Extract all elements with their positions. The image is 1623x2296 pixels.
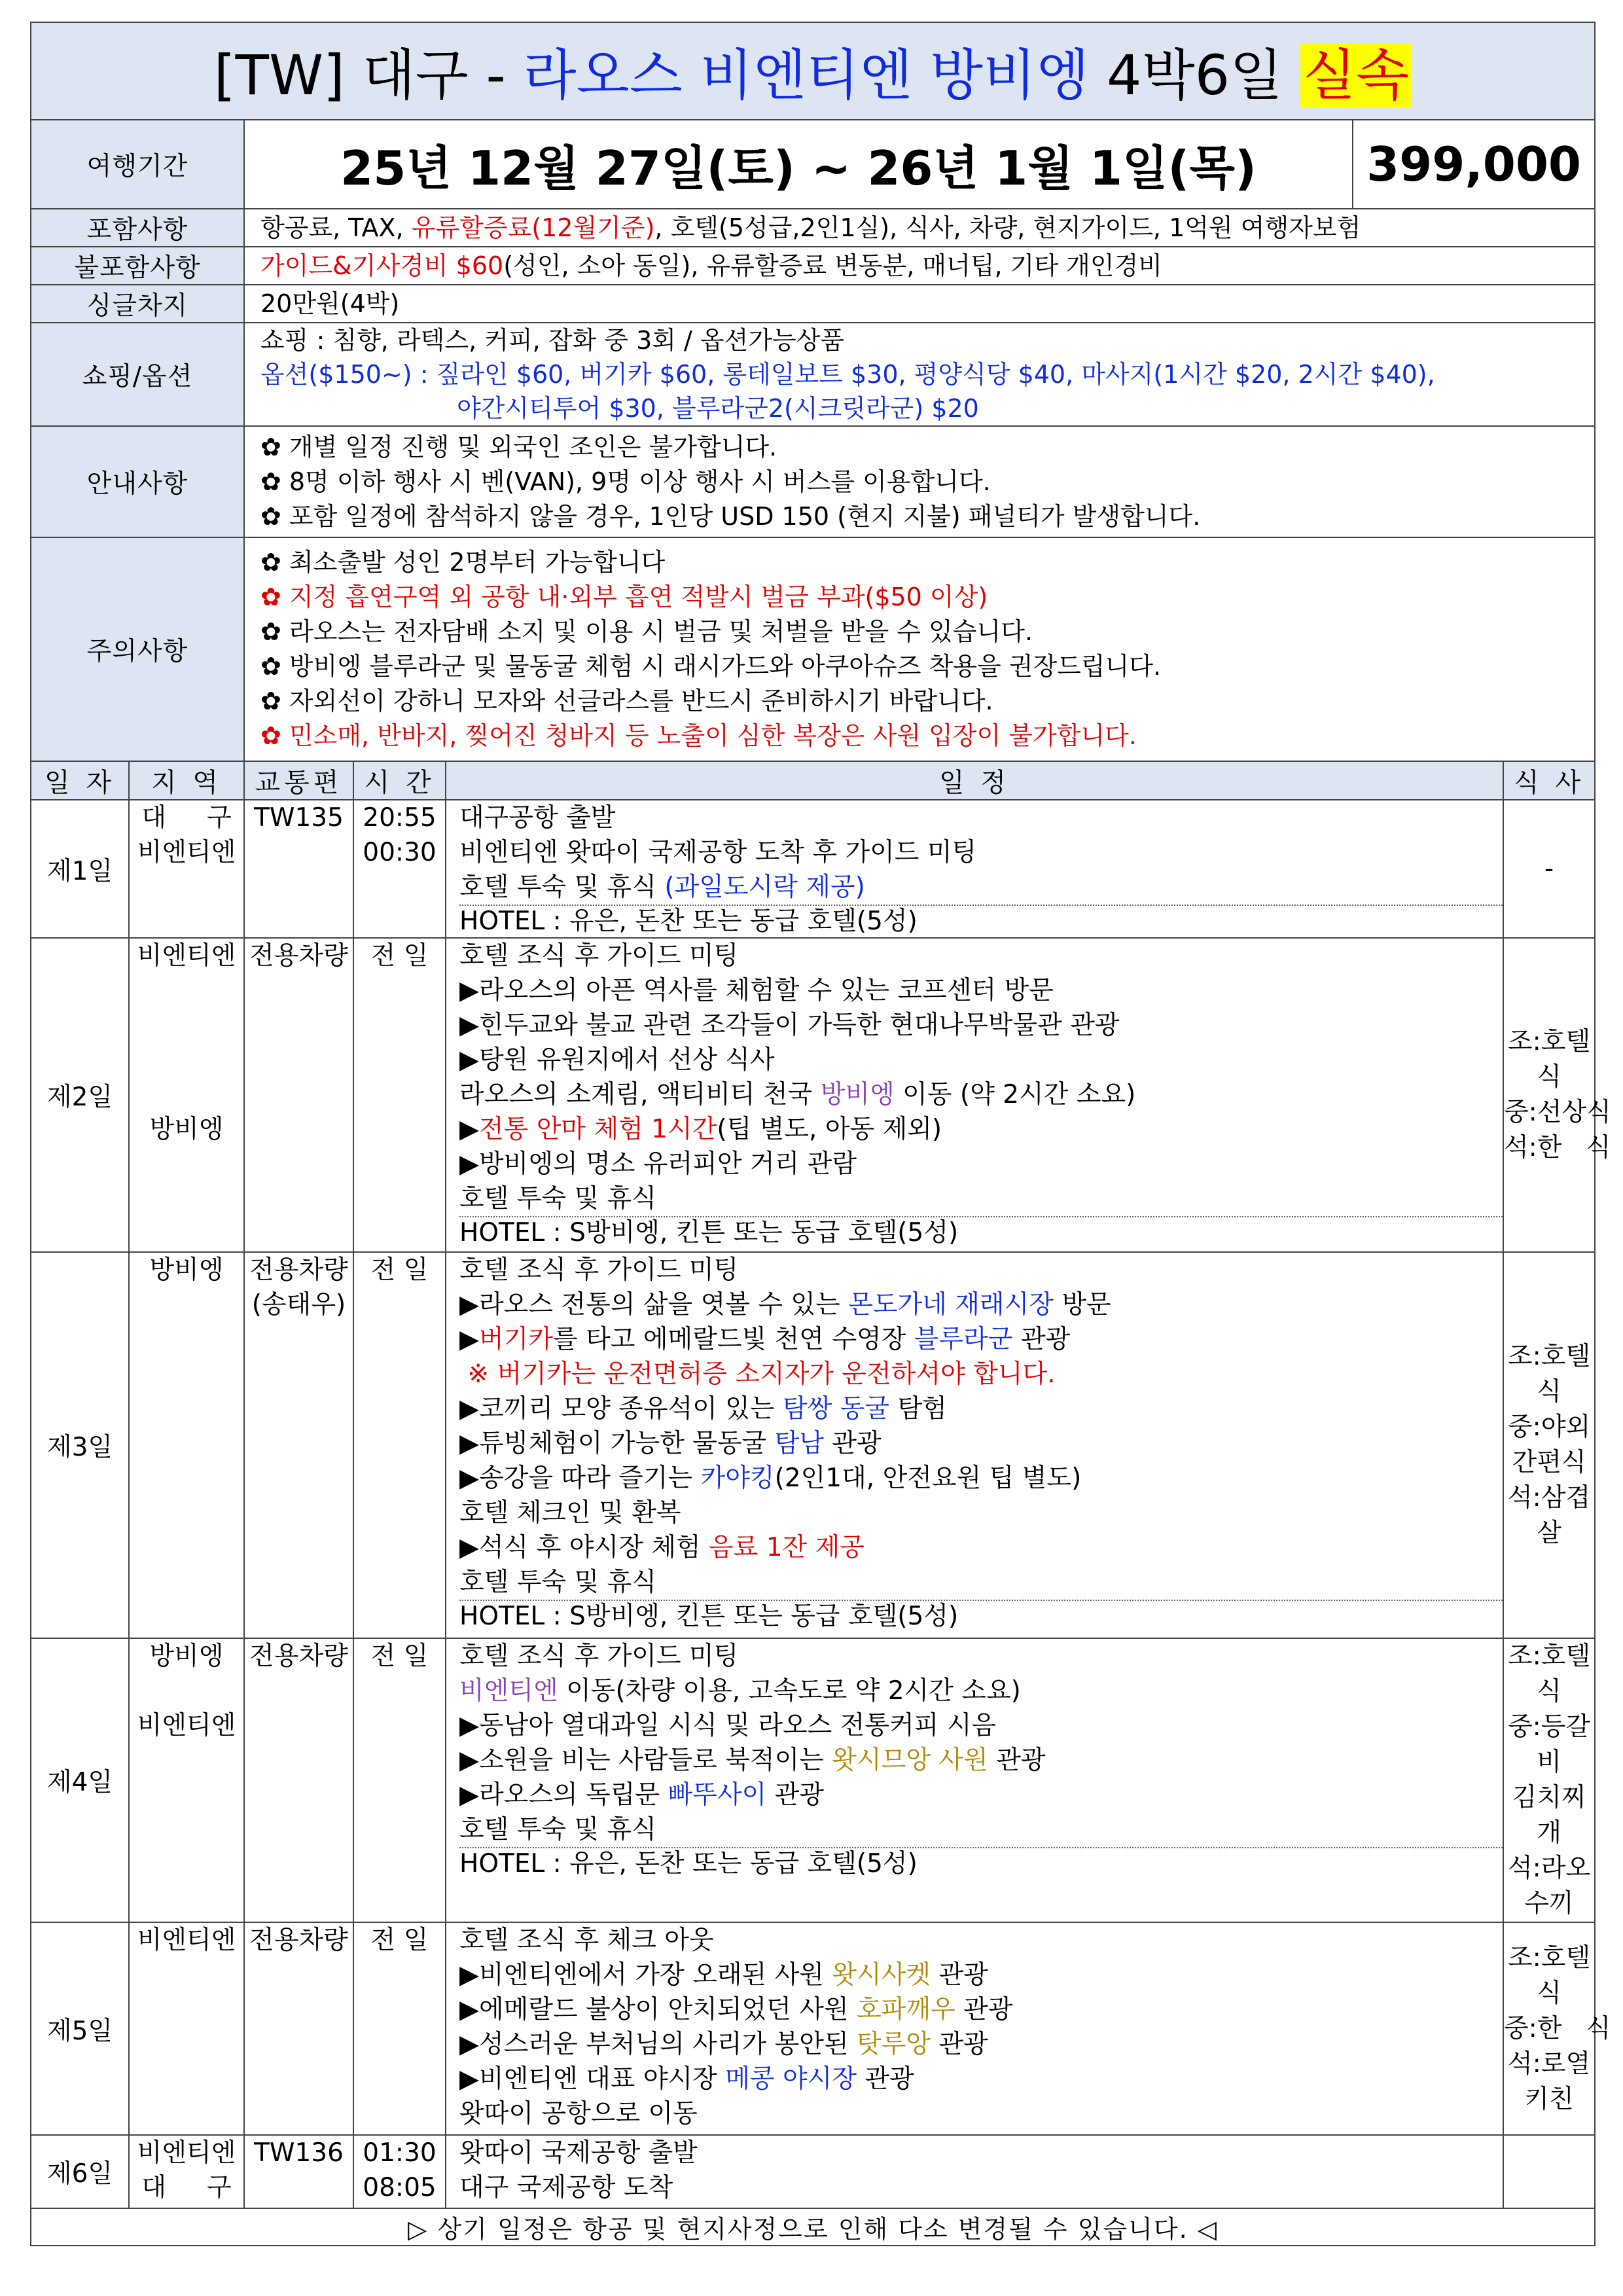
day-row bbox=[31, 1252, 1595, 1638]
caution-label: 주의사항 bbox=[31, 537, 244, 761]
day-row bbox=[31, 1638, 1595, 1922]
day-transport: 전용차량 bbox=[244, 1638, 353, 1922]
title-badge: 실속 bbox=[1300, 43, 1412, 107]
single-charge-label: 싱글차지 bbox=[31, 285, 244, 323]
notice-label: 안내사항 bbox=[31, 426, 244, 537]
caution-item: ✿ 최소출발 성인 2명부터 가능합니다 bbox=[260, 548, 666, 577]
day-transport: 전용차량 (송태우) bbox=[244, 1252, 353, 1638]
footer-note: ▷ 상기 일정은 항공 및 현지사정으로 인해 다소 변경될 수 있습니다. ◁ bbox=[31, 2208, 1595, 2246]
hotel-info: HOTEL : S방비엥, 킨튼 또는 동급 호텔(5성) bbox=[459, 1600, 1503, 1632]
day-meal: 조:호텔식 중:야외 간편식 석:삼겹살 bbox=[1503, 1252, 1595, 1638]
day-meal: - bbox=[1503, 800, 1595, 938]
title-destination: 라오스 비엔티엔 방비엥 bbox=[523, 43, 1090, 107]
day-time: 전 일 bbox=[353, 1922, 446, 2135]
day-region: 방비엥 bbox=[129, 1252, 244, 1638]
caution-item: ✿ 방비엥 블루라군 및 물동굴 체험 시 래시가드와 아쿠아슈즈 착용을 권장드립니다. bbox=[260, 652, 1162, 681]
day-meal: 조:호텔식 중:한 식 석:로열키친 bbox=[1503, 1922, 1595, 2135]
period-label: 여행기간 bbox=[31, 120, 244, 209]
day-time: 전 일 bbox=[353, 1638, 446, 1922]
title-duration: 4박6일 bbox=[1089, 43, 1300, 107]
page-title bbox=[31, 22, 1595, 120]
period-value: 25년 12월 27일(토) ~ 26년 1월 1일(목) bbox=[244, 120, 1353, 209]
day-schedule: 왓따이 국제공항 출발 대구 국제공항 도착 bbox=[446, 2135, 1503, 2208]
day-label: 제2일 bbox=[31, 938, 129, 1252]
single-charge-value: 20만원(4박) bbox=[244, 285, 1595, 323]
day-row bbox=[31, 1922, 1595, 2135]
day-label: 제3일 bbox=[31, 1252, 129, 1638]
excluded-value: 가이드&기사경비 $60(성인, 소아 동일), 유류할증료 변동분, 매너팁, 기타 개인경비 bbox=[244, 247, 1595, 285]
day-schedule: 호텔 조식 후 가이드 미팅 비엔티엔 이동(차량 이용, 고속도로 약 2시간 소요) ▶동남아 열대과일 시식 및 라오스 전통커피 시음 ▶소원을 비는 사람들로 북적이는 왓시므앙 사원 관광 ▶라오스의 독립문 빠뚜사이 관광 호텔 투숙 및 휴식 HOTEL : 유은, 돈찬 또는 동급 호텔(5성) bbox=[446, 1638, 1503, 1922]
day-meal: 조:호텔식 중:선상식 석:한 식 bbox=[1503, 938, 1595, 1252]
itinerary-table bbox=[30, 22, 1611, 2246]
excluded-label: 불포함사항 bbox=[31, 247, 244, 285]
day-row bbox=[31, 938, 1595, 1252]
option-line-1: 옵션($150~) : 짚라인 $60, 버기카 $60, 롱테일보트 $30, 평양식당 $40, 마사지(1시간 $20, 2시간 $40), bbox=[260, 360, 1435, 389]
day-time: 전 일 bbox=[353, 1252, 446, 1638]
day-schedule: 대구공항 출발 비엔티엔 왓따이 국제공항 도착 후 가이드 미팅 호텔 투숙 및 휴식 (과일도시락 제공) HOTEL : 유은, 돈찬 또는 동급 호텔(5성) bbox=[446, 800, 1503, 938]
day-region: 대 구 비엔티엔 bbox=[129, 800, 244, 938]
shopping-label: 쇼핑/옵션 bbox=[31, 323, 244, 426]
option-line-2: 야간시티투어 $30, 블루라군2(시크릿라군) $20 bbox=[457, 394, 979, 423]
hotel-info: HOTEL : S방비엥, 킨튼 또는 동급 호텔(5성) bbox=[459, 1216, 1503, 1249]
col-header-region: 지 역 bbox=[129, 761, 244, 800]
day-label: 제4일 bbox=[31, 1638, 129, 1922]
notice-item: ✿ 8명 이하 행사 시 벤(VAN), 9명 이상 행사 시 버스를 이용합니다. bbox=[260, 467, 991, 496]
caution-item: ✿ 민소매, 반바지, 찢어진 청바지 등 노출이 심한 복장은 사원 입장이 불가합니다. bbox=[260, 721, 1137, 750]
day-meal bbox=[1503, 2135, 1595, 2208]
day-region: 비엔티엔 bbox=[129, 1922, 244, 2135]
caution-item: ✿ 라오스는 전자담배 소지 및 이용 시 벌금 및 처벌을 받을 수 있습니다. bbox=[260, 617, 1033, 646]
hotel-info: HOTEL : 유은, 돈찬 또는 동급 호텔(5성) bbox=[459, 1847, 1503, 1880]
day-row bbox=[31, 2135, 1595, 2208]
caution-list bbox=[244, 537, 1595, 761]
day-label: 제6일 bbox=[31, 2135, 129, 2208]
day-transport: 전용차량 bbox=[244, 1922, 353, 2135]
day-schedule: 호텔 조식 후 가이드 미팅 ▶라오스의 아픈 역사를 체험할 수 있는 코프센터 방문 ▶힌두교와 불교 관련 조각들이 가득한 현대나무박물관 관광 ▶탕원 유원지에서 선상 식사 라오스의 소계림, 액티비티 천국 방비엥 이동 (약 2시간 소요) ▶전통 안마 체험 1시간(팁 별도, 아동 제외) ▶방비엥의 명소 유러피안 거리 관람 호텔 투숙 및 휴식 HOTEL : S방비엥, 킨튼 또는 동급 호텔(5성) bbox=[446, 938, 1503, 1252]
day-transport: TW136 bbox=[244, 2135, 353, 2208]
notice-item: ✿ 개별 일정 진행 및 외국인 조인은 불가합니다. bbox=[260, 432, 777, 461]
day-label: 제1일 bbox=[31, 800, 129, 938]
day-region: 비엔티엔 대 구 bbox=[129, 2135, 244, 2208]
title-prefix: [TW] 대구 - bbox=[213, 43, 524, 107]
col-header-meal: 식 사 bbox=[1503, 761, 1595, 800]
hotel-info: HOTEL : 유은, 돈찬 또는 동급 호텔(5성) bbox=[459, 905, 1503, 937]
day-time: 01:30 08:05 bbox=[353, 2135, 446, 2208]
day-region: 방비엥 비엔티엔 bbox=[129, 1638, 244, 1922]
included-value: 항공료, TAX, 유류할증료(12월기준), 호텔(5성급,2인1실), 식사, 차량, 현지가이드, 1억원 여행자보험 bbox=[244, 209, 1595, 247]
col-header-schedule: 일 정 bbox=[446, 761, 1503, 800]
price-value: 399,000 bbox=[1353, 120, 1595, 209]
caution-item: ✿ 지정 흡연구역 외 공항 내·외부 흡연 적발시 벌금 부과($50 이상) bbox=[260, 583, 988, 611]
included-label: 포함사항 bbox=[31, 209, 244, 247]
day-transport: TW135 bbox=[244, 800, 353, 938]
shopping-options bbox=[244, 323, 1595, 426]
col-header-transport: 교통편 bbox=[244, 761, 353, 800]
shopping-line: 쇼핑 : 침향, 라텍스, 커피, 잡화 중 3회 / 옵션가능상품 bbox=[260, 326, 845, 355]
day-schedule: 호텔 조식 후 가이드 미팅 ▶라오스 전통의 삶을 엿볼 수 있는 몬도가네 재래시장 방문 ▶버기카를 타고 에메랄드빛 천연 수영장 블루라군 관광 ※ 버기카는 운전면허증 소지자가 운전하셔야 합니다. ▶코끼리 모양 종유석이 있는 탐쌍 동굴 탐험 ▶튜빙체험이 가능한 물동굴 탐남 관광 ▶송강을 따라 즐기는 카야킹(2인1대, 안전요원 팁 별도) 호텔 체크인 및 환복 ▶석식 후 야시장 체험 음료 1잔 제공 호텔 투숙 및 휴식 HOTEL : S방비엥, 킨튼 또는 동급 호텔(5성) bbox=[446, 1252, 1503, 1638]
col-header-day: 일 자 bbox=[31, 761, 129, 800]
caution-item: ✿ 자외선이 강하니 모자와 선글라스를 반드시 준비하시기 바랍니다. bbox=[260, 687, 993, 715]
day-schedule: 호텔 조식 후 체크 아웃 ▶비엔티엔에서 가장 오래된 사원 왓시사켓 관광 ▶에메랄드 불상이 안치되었던 사원 호파깨우 관광 ▶성스러운 부처님의 사리가 봉안된 탓루앙 관광 ▶비엔티엔 대표 야시장 메콩 야시장 관광 왓따이 공항으로 이동 bbox=[446, 1922, 1503, 2135]
day-meal: 조:호텔식 중:등갈비 김치찌개 석:라오수끼 bbox=[1503, 1638, 1595, 1922]
day-transport: 전용차량 bbox=[244, 938, 353, 1252]
day-time: 20:55 00:30 bbox=[353, 800, 446, 938]
day-time: 전 일 bbox=[353, 938, 446, 1252]
col-header-time: 시 간 bbox=[353, 761, 446, 800]
day-label: 제5일 bbox=[31, 1922, 129, 2135]
notice-list bbox=[244, 426, 1595, 537]
itinerary-document bbox=[30, 22, 1611, 2246]
day-region: 비엔티엔 방비엥 bbox=[129, 938, 244, 1252]
day-row bbox=[31, 800, 1595, 938]
notice-item: ✿ 포함 일정에 참석하지 않을 경우, 1인당 USD 150 (현지 지불) 패널티가 발생합니다. bbox=[260, 501, 1201, 531]
